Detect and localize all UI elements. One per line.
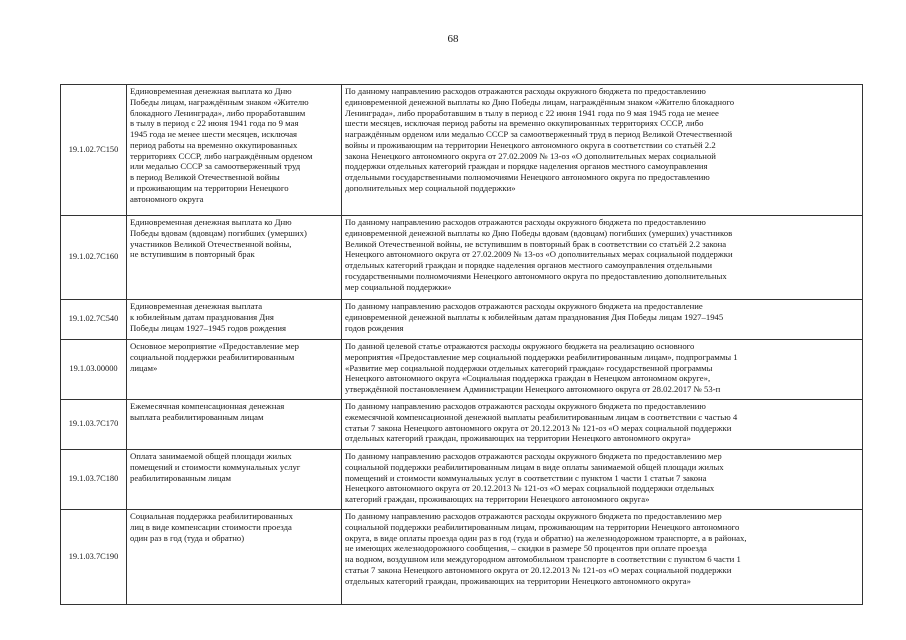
- row-description: По данному направлению расходов отражаются расходы окружного бюджета по предоставлению мер социальной поддержки реабилитированным лицам, проживающим на территории Ненецкого автономного округа, в виде оплаты проезда один раз в год (туда и обратно) на железнодорожном транспорте, а в районах, не имеющих железнодорожного сообщения, – скидки в размере 50 процентов при оплате проезда на водном, воздушном или междугородном автомобильном транспорте в соответствии с пунктом 6 части 1 статьи 7 закона Ненецкого автономного округа от 20.12.2013 № 121-оз «О мерах социальной поддержки отдельных категорий граждан, проживающих на территории Ненецкого автономного округа»: [342, 510, 863, 605]
- row-name: Основное мероприятие «Предоставление мер социальной поддержки реабилитированным лицам»: [127, 340, 342, 400]
- row-code: 19.1.03.7С180: [61, 450, 127, 510]
- table-row: [61, 300, 863, 340]
- row-code: 19.1.02.7С150: [61, 85, 127, 216]
- row-code: 19.1.02.7С160: [61, 216, 127, 300]
- table-row: [61, 510, 863, 605]
- table-row: [61, 340, 863, 400]
- row-code: 19.1.03.7С190: [61, 510, 127, 605]
- row-description: По данному направлению расходов отражаются расходы окружного бюджета на предоставление единовременной денежной выплаты к юбилейным датам празднования Дня Победы лицам 1927–1945 годов рождения: [342, 300, 863, 340]
- budget-classification-table: [60, 84, 863, 605]
- page-number: 68: [447, 33, 459, 45]
- row-description: По данному направлению расходов отражаются расходы окружного бюджета по предоставлению единовременной денежной выплаты ко Дню Победы вдовам (вдовцам) погибших (умерших) участников Великой Отечественной войны, не вступившим в повторный брак в соответствии со статьёй 2.2 закона Ненецкого автономного округа от 27.02.2009 № 13-оз «О дополнительных мерах социальной поддержки отдельных категорий граждан и порядке наделения органов местного самоуправления отдельными государственными полномочиями Ненецкого автономного округа по предоставлению дополнительных мер социальной поддержки»: [342, 216, 863, 300]
- row-name: Социальная поддержка реабилитированных лиц в виде компенсации стоимости проезда один раз в год (туда и обратно): [127, 510, 342, 605]
- row-name: Ежемесячная компенсационная денежная выплата реабилитированным лицам: [127, 400, 342, 450]
- table-row: [61, 85, 863, 216]
- row-name: Единовременная денежная выплата ко Дню Победы вдовам (вдовцам) погибших (умерших) участников Великой Отечественной войны, не вступившим в повторный брак: [127, 216, 342, 300]
- row-code: 19.1.02.7С540: [61, 300, 127, 340]
- row-name: Единовременная денежная выплата к юбилейным датам празднования Дня Победы лицам 1927–1945 годов рождения: [127, 300, 342, 340]
- row-description: По данному направлению расходов отражаются расходы окружного бюджета по предоставлению единовременной денежной выплаты ко Дню Победы лицам, награждённым знаком «Жителю блокадного Ленинграда», либо проработавшим в тылу в период с 22 июня 1941 года по 9 мая 1945 года не менее шести месяцев, исключая период работы на временно оккупированных территориях СССР, либо награждённым орденом или медалью СССР за самоотверженный труд в период Великой Отечественной войны и проживающим на территории Ненецкого автономного округа в соответствии со статьёй 2.2 закона Ненецкого автономного округа от 27.02.2009 № 13-оз «О дополнительных мерах социальной поддержки отдельных категорий граждан и порядке наделения органов местного самоуправления отдельными государственными полномочиями Ненецкого автономного округа по предоставлению дополнительных мер социальной поддержки»: [342, 85, 863, 216]
- table-row: [61, 216, 863, 300]
- row-name: Оплата занимаемой общей площади жилых помещений и стоимости коммунальных услуг реабилитированным лицам: [127, 450, 342, 510]
- row-name: Единовременная денежная выплата ко Дню Победы лицам, награждённым знаком «Жителю блокадного Ленинграда», либо проработавшим в тылу в период с 22 июня 1941 года по 9 мая 1945 года не менее шести месяцев, исключая период работы на временно оккупированных территориях СССР, либо награждённым орденом или медалью СССР за самоотверженный труд в период Великой Отечественной войны и проживающим на территории Ненецкого автономного округа: [127, 85, 342, 216]
- table-row: [61, 400, 863, 450]
- table-row: [61, 450, 863, 510]
- row-code: 19.1.03.7С170: [61, 400, 127, 450]
- row-description: По данному направлению расходов отражаются расходы окружного бюджета по предоставлению мер социальной поддержки реабилитированным лицам в виде оплаты занимаемой общей площади жилых помещений и стоимости коммунальных услуг в соответствии с пунктом 1 части 1 статьи 7 закона Ненецкого автономного округа от 20.12.2013 № 121-оз «О мерах социальной поддержки отдельных категорий граждан, проживающих на территории Ненецкого автономного округа»: [342, 450, 863, 510]
- row-description: По данной целевой статье отражаются расходы окружного бюджета на реализацию основного мероприятия «Предоставление мер социальной поддержки реабилитированным лицам», подпрограммы 1 «Развитие мер социальной поддержки отдельных категорий граждан» государственной программы Ненецкого автономного округа «Социальная поддержка граждан в Ненецком автономном округе», утверждённой постановлением Администрации Ненецкого автономного округа от 28.02.2017 № 53-п: [342, 340, 863, 400]
- row-code: 19.1.03.00000: [61, 340, 127, 400]
- row-description: По данному направлению расходов отражаются расходы окружного бюджета по предоставлению ежемесячной компенсационной денежной выплаты реабилитированным лицам в соответствии с частью 4 статьи 7 закона Ненецкого автономного округа от 20.12.2013 № 121-оз «О мерах социальной поддержки отдельных категорий граждан, проживающих на территории Ненецкого автономного округа»: [342, 400, 863, 450]
